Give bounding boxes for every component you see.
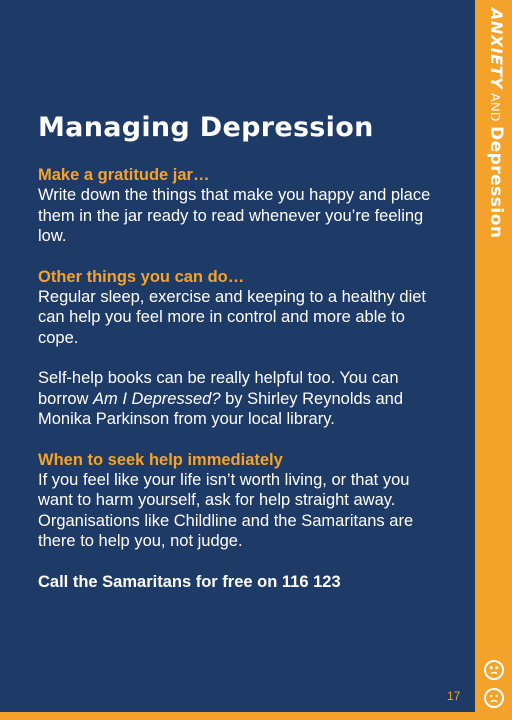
- book-title: Am I Depressed?: [93, 389, 221, 408]
- section-text-seek-help: If you feel like your life isn’t worth living, or that you want to harm yourself, ask for help straight away. Organisations like Childline and the Samaritans are there to help you, not judge.: [38, 470, 414, 550]
- page-number: 17: [447, 689, 461, 703]
- samaritans-call-to-action: Call the Samaritans for free on 116 123: [38, 572, 341, 591]
- section-text-self-help-books: [38, 368, 438, 430]
- sidebar-title-anxiety: ANXIETY: [487, 8, 506, 89]
- section-heading-gratitude-jar: Make a gratitude jar…: [38, 166, 210, 184]
- sidebar-band: [475, 0, 512, 712]
- sidebar-title-depression: Depression: [486, 125, 506, 239]
- section-text-gratitude-jar: Write down the things that make you happy and place them in the jar ready to read whenever you’re feeling low.: [38, 186, 431, 245]
- sidebar-title-and: AND: [488, 93, 503, 122]
- self-help-text-before: Self-help books can be really helpful too. You can borrow: [38, 369, 399, 408]
- page-title: Managing Depression: [38, 112, 374, 143]
- section-heading-other-things: Other things you can do…: [38, 267, 245, 286]
- bottom-accent-strip: [0, 712, 512, 720]
- dizzy-face-icon: [484, 660, 504, 680]
- content-body: [38, 165, 438, 592]
- self-help-text-after: by Shirley Reynolds and Monika Parkinson from your local library.: [38, 389, 404, 428]
- sidebar-title: [484, 8, 507, 239]
- section-text-other-things: Regular sleep, exercise and keeping to a healthy diet can help you feel more in control and more able to cope.: [38, 287, 426, 347]
- sad-face-icon: [484, 688, 504, 708]
- section-heading-seek-help: When to seek help immediately: [38, 450, 283, 469]
